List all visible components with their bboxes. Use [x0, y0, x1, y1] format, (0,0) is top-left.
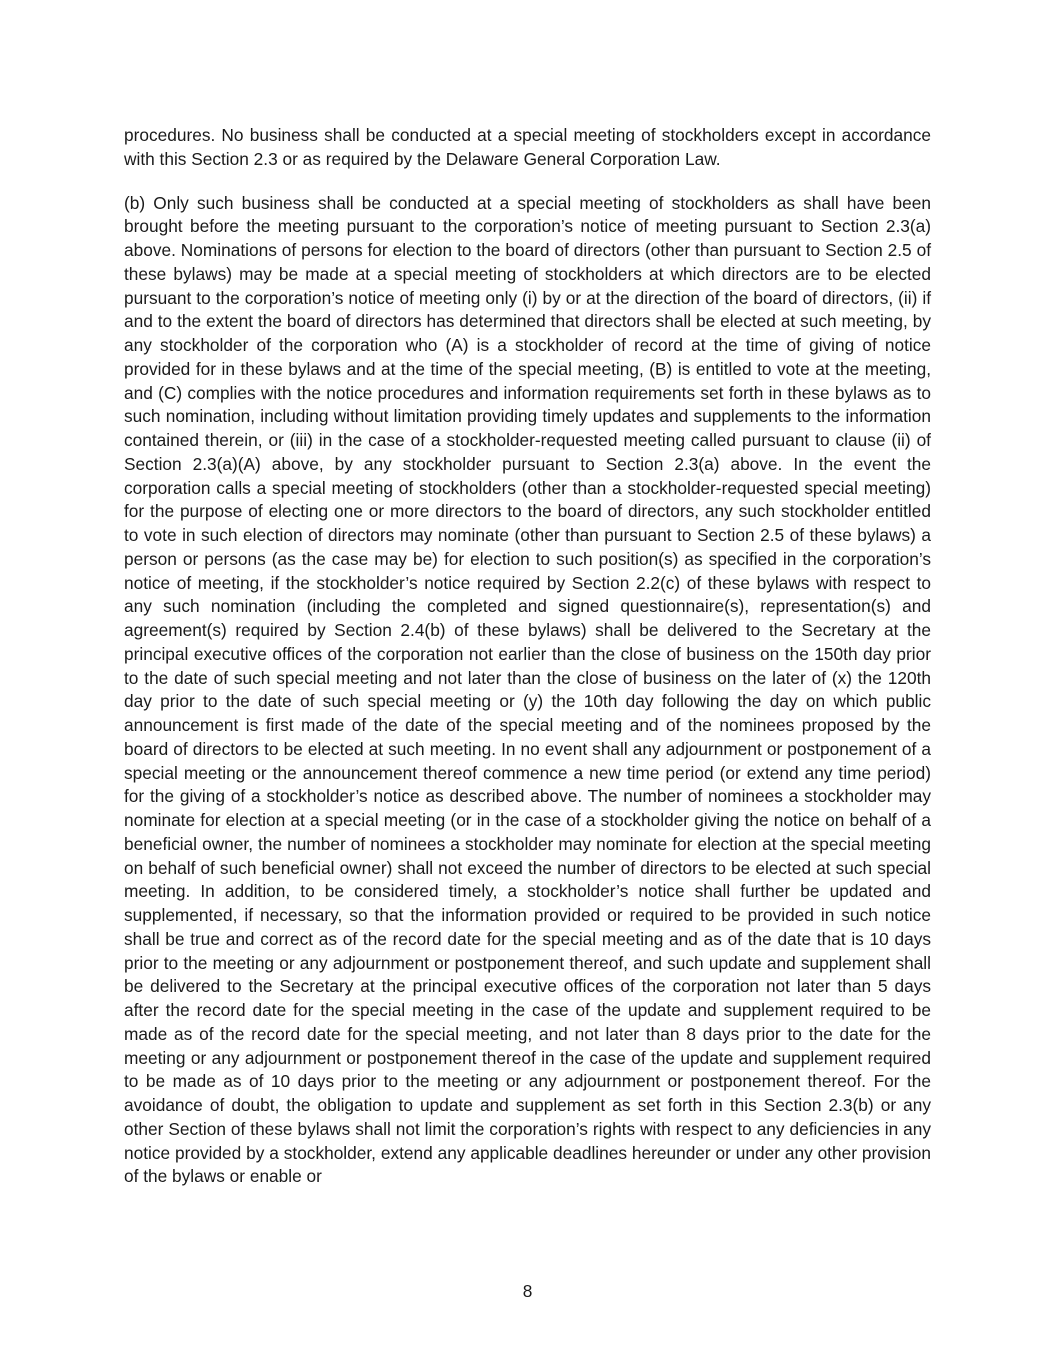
document-page — [124, 124, 931, 1189]
page-number: 8 — [522, 1281, 533, 1301]
paragraph-section-2-3-b: (b) Only such business shall be conducted at a special meeting of stockholders as shall have been brought before the meeting pursuant to the corporation’s notice of meeting pursuant to Section 2.3(a) above. Nominations of persons for election to the board of directors (other than pursuant to Section 2.5 of these bylaws) may be made at a special meeting of stockholders at which directors are to be elected pursuant to the corporation’s notice of meeting only (i) by or at the direction of the board of directors, (ii) if and to the extent the board of directors has determined that directors shall be elected at such meeting, by any stockholder of the corporation who (A) is a stockholder of record at the time of giving of notice provided for in these bylaws and at the time of the special meeting, (B) is entitled to vote at the meeting, and (C) complies with the notice procedures and information requirements set forth in these bylaws as to such nomination, including without limitation providing timely updates and supplements to the information contained therein, or (iii) in the case of a stockholder-requested meeting called pursuant to clause (ii) of Section 2.3(a)(A) above, by any stockholder pursuant to Section 2.3(a) above. In the event the corporation calls a special meeting of stockholders (other than a stockholder-requested special meeting) for the purpose of electing one or more directors to the board of directors, any such stockholder entitled to vote in such election of directors may nominate (other than pursuant to Section 2.5 of these bylaws) a person or persons (as the case may be) for election to such position(s) as specified in the corporation’s notice of meeting, if the stockholder’s notice required by Section 2.2(c) of these bylaws with respect to any such nomination (including the completed and signed questionnaire(s), representation(s) and agreement(s) required by Section 2.4(b) of these bylaws) shall be delivered to the Secretary at the principal executive offices of the corporation not earlier than the close of business on the 150th day prior to the date of such special meeting and not later than the close of business on the later of (x) the 120th day prior to the date of such special meeting or (y) the 10th day following the day on which public announcement is first made of the date of the special meeting and of the nominees proposed by the board of directors to be elected at such meeting. In no event shall any adjournment or postponement of a special meeting or the announcement thereof commence a new time period (or extend any time period) for the giving of a stockholder’s notice as described above. The number of nominees a stockholder may nominate for election at a special meeting (or in the case of a stockholder giving the notice on behalf of a beneficial owner, the number of nominees a stockholder may nominate for election at the special meeting on behalf of such beneficial owner) shall not exceed the number of directors to be elected at such special meeting. In addition, to be considered timely, a stockholder’s notice shall further be updated and supplemented, if necessary, so that the information provided or required to be provided in such notice shall be true and correct as of the record date for the special meeting and as of the date that is 10 days prior to the meeting or any adjournment or postponement thereof, and such update and supplement shall be delivered to the Secretary at the principal executive offices of the corporation not later than 5 days after the record date for the special meeting in the case of the update and supplement required to be made as of the record date for the special meeting, and not later than 8 days prior to the date for the meeting or any adjournment or postponement thereof in the case of the update and supplement required to be made as of 10 days prior to the meeting or any adjournment or postponement thereof. For the avoidance of doubt, the obligation to update and supplement as set forth in this Section 2.3(b) or any other Section of these bylaws shall not limit the corporation’s rights with respect to any deficiencies in any notice provided by a stockholder, extend any applicable deadlines hereunder or under any other provision of the bylaws or enable or — [124, 192, 931, 1187]
paragraph-procedures: procedures. No business shall be conducted at a special meeting of stockholders except in accordance with this Section 2.3 or as required by the Delaware General Corporation Law. — [124, 125, 931, 169]
